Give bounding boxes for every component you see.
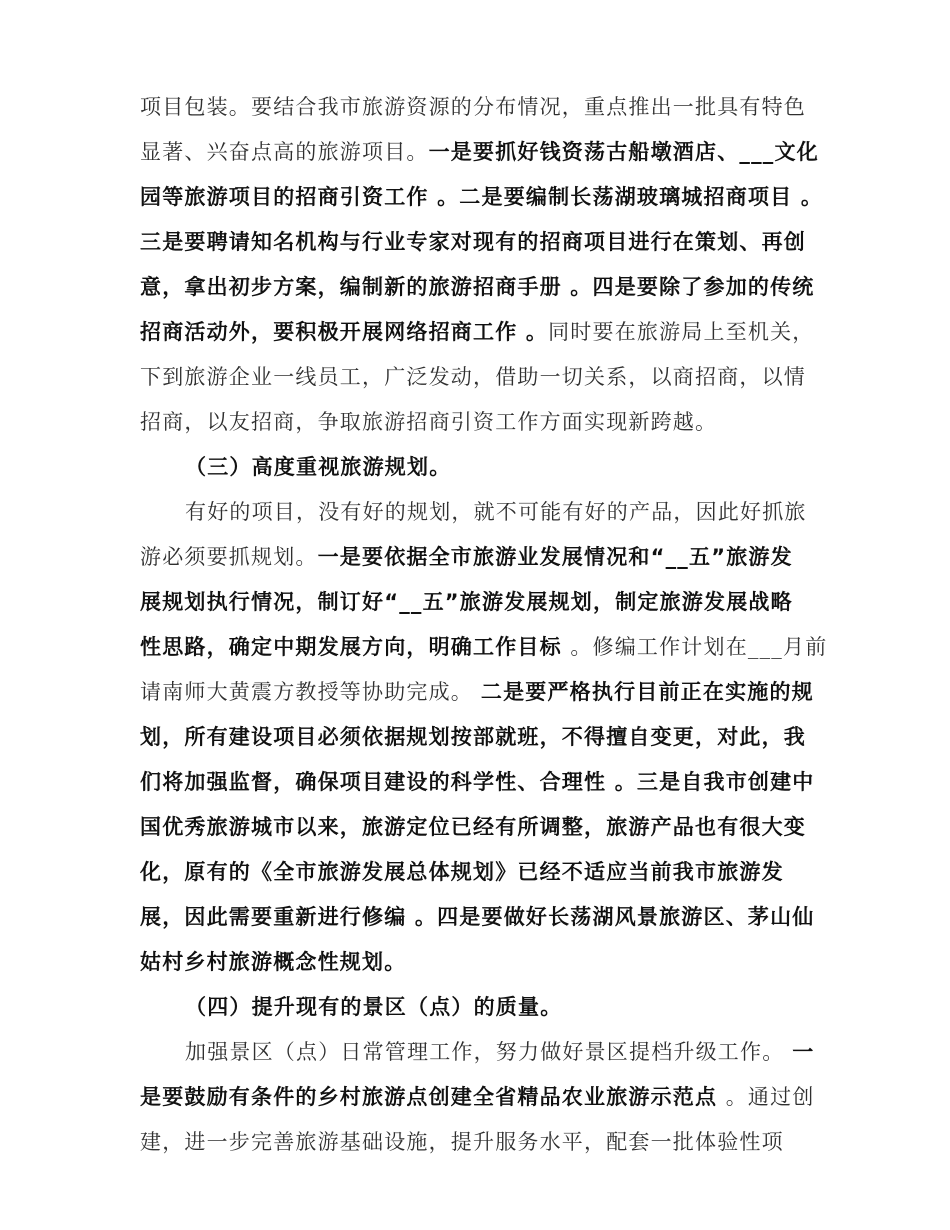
text-line (185, 497, 820, 527)
text-segment: 请南师大黄震方教授等协助完成。 (140, 680, 481, 704)
text-line (140, 317, 820, 347)
bold-text-segment: 一是要依据全市旅游业发展情况和“__五”旅游发 (317, 545, 793, 569)
text-line (140, 1127, 820, 1157)
text-line (140, 902, 820, 932)
section-heading (185, 992, 820, 1022)
text-segment: 同时要在旅游局上至机关， (548, 320, 815, 344)
text-line (140, 362, 820, 392)
bold-text-segment: 一 (792, 1040, 815, 1064)
text-segment: 项目包装。要结合我市旅游资源的分布情况，重点推出一批具有特色 (140, 95, 806, 119)
text-segment: 游必须要抓规划。 (140, 545, 318, 569)
text-line (140, 137, 820, 167)
text-line (140, 1082, 820, 1112)
text-segment: 加强景区（点）日常管理工作，努力做好景区提档升级工作。 (185, 1040, 793, 1064)
text-line (140, 947, 820, 977)
bold-text-segment: 们将加强监督，确保项目建设的科学性、合理性 。三是自我市创建中 (140, 770, 815, 794)
text-line (140, 227, 820, 257)
text-line (140, 722, 820, 752)
text-segment: 显著、兴奋点高的旅游项目。 (140, 140, 429, 164)
bold-text-segment: 划，所有建设项目必须依据规划按部就班，不得擅自变更，对此，我 (140, 725, 806, 749)
text-segment: 。修编工作计划在___月前 (570, 635, 828, 659)
text-segment: 建，进一步完善旅游基础设施，提升服务水平，配套一批体验性项 (140, 1130, 784, 1154)
bold-text-segment: 三是要聘请知名机构与行业专家对现有的招商项目进行在策划、再创 (140, 230, 806, 254)
bold-text-segment: 展，因此需要重新进行修编 。四是要做好长荡湖风景旅游区、茅山仙 (140, 905, 815, 929)
text-line (140, 812, 820, 842)
text-line (140, 92, 820, 122)
text-line (140, 857, 820, 887)
text-segment: 招商，以友招商，争取旅游招商引资工作方面实现新跨越。 (140, 410, 718, 434)
bold-text-segment: （四）提升现有的景区（点）的质量。 (185, 995, 563, 1019)
text-line (185, 1037, 820, 1067)
bold-text-segment: 招商活动外，要积极开展网络招商工作 。 (140, 320, 549, 344)
bold-text-segment: 展规划执行情况，制订好“__五”旅游发展规划，制定旅游发展战略 (140, 590, 793, 614)
bold-text-segment: 是要鼓励有条件的乡村旅游点创建全省精品农业旅游示范点 (140, 1085, 726, 1109)
bold-text-segment: 国优秀旅游城市以来，旅游定位已经有所调整，旅游产品也有很大变 (140, 815, 806, 839)
bold-text-segment: 化，原有的《全市旅游发展总体规划》已经不适应当前我市旅游发 (140, 860, 784, 884)
text-line (140, 542, 820, 572)
text-segment: 有好的项目，没有好的规划，就不可能有好的产品，因此好抓旅 (185, 500, 807, 524)
text-segment: 下到旅游企业一线员工，广泛发动，借助一切关系，以商招商，以情 (140, 365, 806, 389)
text-line (140, 407, 820, 437)
bold-text-segment: （三）高度重视旅游规划。 (185, 455, 452, 479)
text-line (140, 632, 828, 662)
section-heading (185, 452, 820, 482)
bold-text-segment: 姑村乡村旅游概念性规划。 (140, 950, 407, 974)
text-line (140, 767, 820, 797)
bold-text-segment: 二是要严格执行目前正在实施的规 (480, 680, 814, 704)
bold-text-segment: 园等旅游项目的招商引资工作 。二是要编制长荡湖玻璃城招商项目 。 (140, 185, 824, 209)
text-line (140, 182, 824, 212)
bold-text-segment: 性思路，确定中期发展方向，明确工作目标 (140, 635, 571, 659)
bold-text-segment: 一是要抓好钱资荡古船墩酒店、___文化 (428, 140, 819, 164)
text-segment: 。通过创 (725, 1085, 815, 1109)
bold-text-segment: 意，拿出初步方案，编制新的旅游招商手册 。四是要除了参加的传统 (140, 275, 815, 299)
text-line (140, 272, 820, 302)
text-line (140, 587, 820, 617)
text-line (140, 677, 820, 707)
